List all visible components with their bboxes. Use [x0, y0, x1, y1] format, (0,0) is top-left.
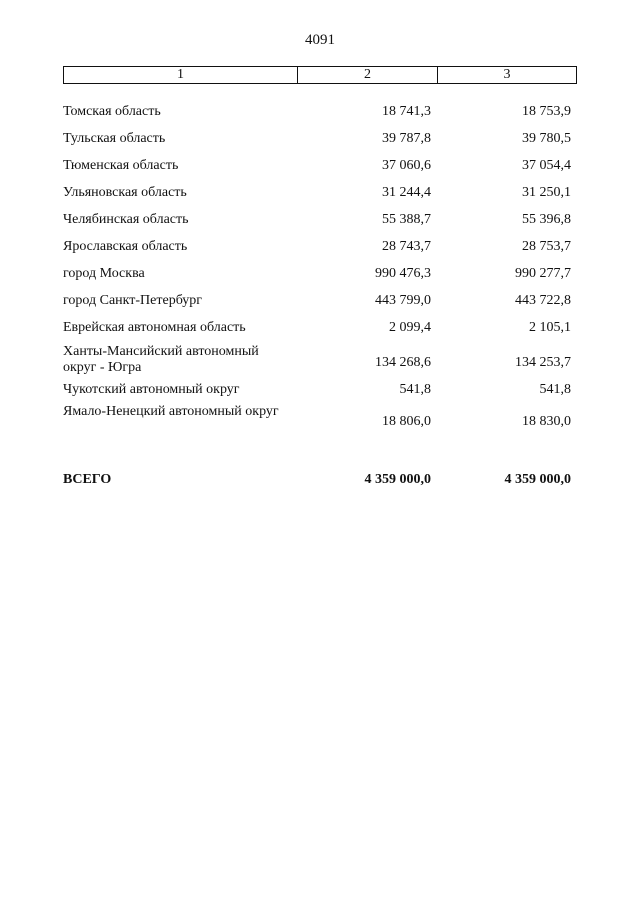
value-column-2: 990 476,3	[375, 266, 431, 281]
total-row	[63, 472, 577, 499]
value-column-3: 443 722,8	[515, 293, 571, 308]
page-number: 4091	[305, 32, 335, 48]
table-body	[63, 104, 577, 499]
value-column-3: 18 830,0	[522, 414, 571, 429]
region-name: Тульская область	[63, 131, 166, 146]
value-column-3: 2 105,1	[529, 320, 571, 335]
table-row	[63, 104, 577, 131]
value-column-3: 31 250,1	[522, 185, 571, 200]
value-column-3: 55 396,8	[522, 212, 571, 227]
region-name: город Москва	[63, 266, 145, 281]
value-column-2: 2 099,4	[389, 320, 431, 335]
value-column-3: 37 054,4	[522, 158, 571, 173]
region-name: город Санкт-Петербург	[63, 293, 203, 308]
region-name: Ульяновская область	[63, 185, 187, 200]
table-row	[63, 344, 577, 382]
value-column-2: 28 743,7	[382, 239, 431, 254]
table-row	[63, 212, 577, 239]
value-column-2: 37 060,6	[382, 158, 431, 173]
table-row	[63, 185, 577, 212]
region-name: Ханты-Мансийский автономный округ - Югра	[63, 344, 259, 375]
region-name: Ямало-Ненецкий автономный округ	[63, 404, 279, 419]
column-header-1: 1	[64, 67, 298, 83]
table-row	[63, 382, 577, 404]
table-row	[63, 266, 577, 293]
table-row	[63, 320, 577, 344]
table-row	[63, 239, 577, 266]
value-column-2: 443 799,0	[375, 293, 431, 308]
value-column-3: 28 753,7	[522, 239, 571, 254]
value-column-3: 990 277,7	[515, 266, 571, 281]
value-column-2: 18 741,3	[382, 104, 431, 119]
column-header-3: 3	[503, 67, 511, 82]
value-column-2: 55 388,7	[382, 212, 431, 227]
table-row	[63, 131, 577, 158]
column-header-row	[63, 66, 577, 84]
region-name: Тюменская область	[63, 158, 179, 173]
value-column-2: 31 244,4	[382, 185, 431, 200]
value-column-3: 18 753,9	[522, 104, 571, 119]
total-value-column-3: 4 359 000,0	[504, 472, 571, 487]
total-label: ВСЕГО	[63, 472, 112, 487]
value-column-3: 134 253,7	[515, 355, 571, 370]
total-value-column-2: 4 359 000,0	[364, 472, 431, 487]
region-name: Еврейская автономная область	[63, 320, 246, 335]
region-name: Челябинская область	[63, 212, 189, 227]
value-column-2: 134 268,6	[375, 355, 431, 370]
region-name: Ярославская область	[63, 239, 188, 254]
table-row	[63, 293, 577, 320]
column-header-2: 2	[298, 67, 438, 83]
value-column-3: 541,8	[539, 382, 571, 397]
region-name: Чукотский автономный округ	[63, 382, 240, 397]
table-row	[63, 158, 577, 185]
region-name: Томская область	[63, 104, 161, 119]
value-column-2: 39 787,8	[382, 131, 431, 146]
value-column-2: 18 806,0	[382, 414, 431, 429]
value-column-2: 541,8	[399, 382, 431, 397]
table-row	[63, 404, 577, 440]
value-column-3: 39 780,5	[522, 131, 571, 146]
